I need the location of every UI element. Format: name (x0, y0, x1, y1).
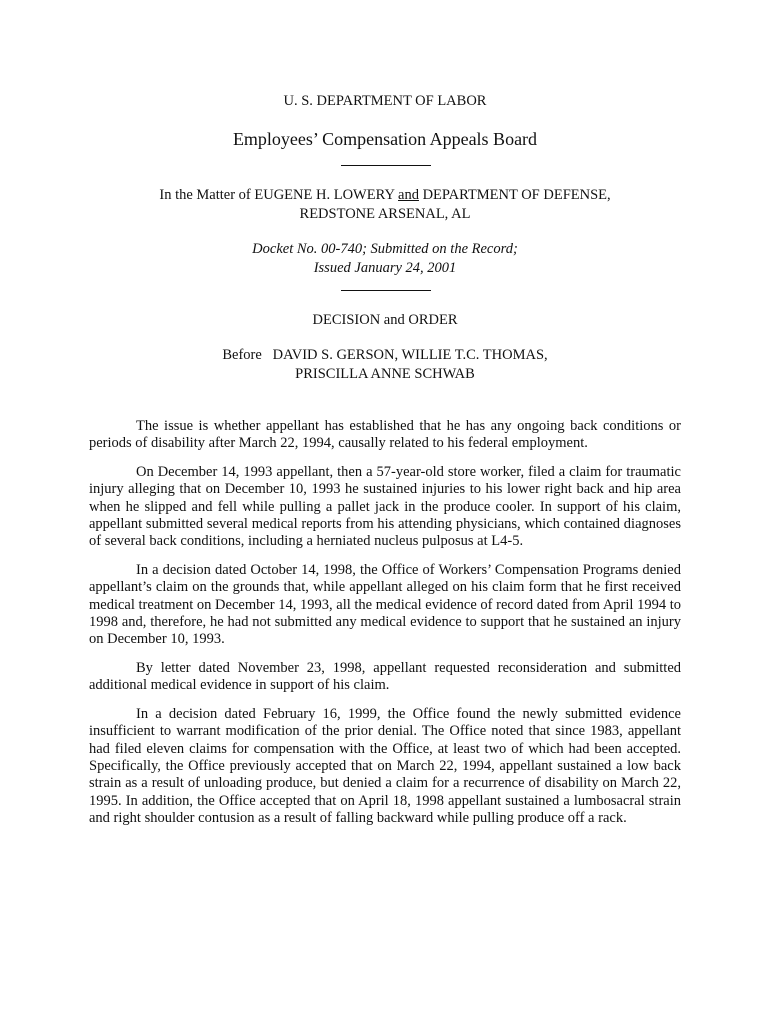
department-title: U. S. DEPARTMENT OF LABOR (283, 93, 487, 109)
caption-and: and (398, 187, 419, 203)
panel-line1: Before DAVID S. GERSON, WILLIE T.C. THOMAS, (222, 347, 548, 363)
panel-judges (0, 346, 770, 384)
case-caption-line2: REDSTONE ARSENAL, AL (299, 206, 471, 222)
docket-line2: Issued January 24, 2001 (313, 260, 457, 276)
paragraph: The issue is whether appellant has established that he has any ongoing back conditions or periods of disability after March 22, 1994, causally related to his federal employment. (89, 418, 681, 452)
caption-prefix: In the Matter of EUGENE H. LOWERY (159, 187, 399, 203)
paragraph: On December 14, 1993 appellant, then a 57-year-old store worker, filed a claim for traumatic injury alleging that on December 10, 1993 he sustained injuries to his lower right back and hip area when he slipped and fell while pulling a pallet jack in the produce cooler. In support of his claim, appellant submitted several medical reports from his attending physicians, which contained diagnoses of several back conditions, including a herniated nucleus pulposus at L4-5. (89, 463, 681, 550)
panel-line2: PRISCILLA ANNE SCHWAB (295, 366, 475, 382)
docket-info (0, 240, 770, 278)
case-caption-line1 (0, 186, 770, 205)
paragraph: In a decision dated February 16, 1999, the Office found the newly submitted evidence insufficient to warrant modification of the prior denial. The Office noted that since 1983, appellant had filed eleven claims for compensation with the Office, at least two of which had been accepted. Specifically, the Office previously accepted that on March 22, 1994, appellant sustained a low back strain as a result of unloading produce, but denied a claim for a recurrence of disability on March 22, 1995. In addition, the Office accepted that on April 18, 1998 appellant sustained a lumbosacral strain and right shoulder contusion as a result of falling backward while pulling produce off a rack. (89, 705, 681, 827)
divider-rule-bottom (341, 290, 431, 291)
caption-suffix: DEPARTMENT OF DEFENSE, (418, 187, 611, 203)
divider-rule-top (341, 165, 431, 166)
paragraph: By letter dated November 23, 1998, appellant requested reconsideration and submitted additional medical evidence in support of his claim. (89, 659, 681, 694)
case-caption (0, 186, 770, 224)
docket-line1: Docket No. 00-740; Submitted on the Record; (252, 241, 518, 257)
decision-heading: DECISION and ORDER (312, 312, 458, 328)
decision-body (89, 418, 681, 839)
board-title: Employees’ Compensation Appeals Board (232, 129, 538, 149)
paragraph: In a decision dated October 14, 1998, the Office of Workers’ Compensation Programs denied appellant’s claim on the grounds that, while appellant alleged on his claim form that he first received medical treatment on December 14, 1993, all the medical evidence of record dated from April 1994 to 1998 and, therefore, he had not submitted any medical evidence to support that he sustained an injury on December 10, 1993. (89, 561, 681, 648)
